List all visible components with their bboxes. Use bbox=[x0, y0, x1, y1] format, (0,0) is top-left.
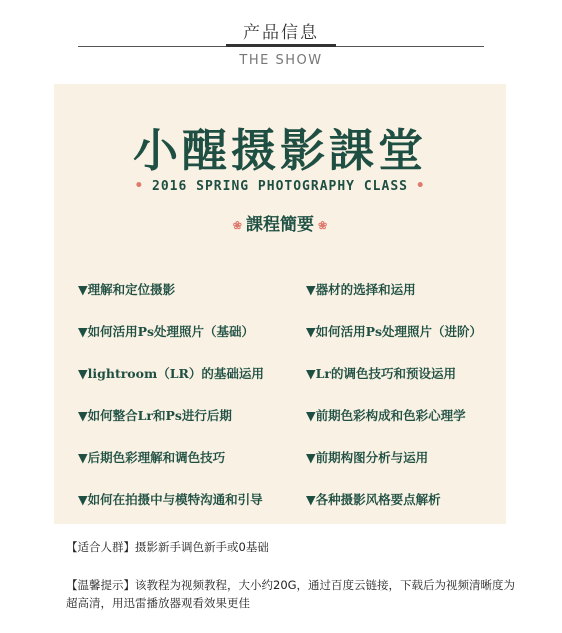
header-divider-accent bbox=[226, 44, 336, 47]
dot-icon: • bbox=[134, 178, 144, 194]
notice-text-line-1: 该教程为视频教程，大小约20G，通过百度云链接，下载后为视频清晰度为 bbox=[135, 578, 516, 592]
section-subtitle: THE SHOW bbox=[239, 53, 323, 68]
audience-text: 摄影新手调色新手或0基础 bbox=[135, 540, 269, 554]
flower-icon: ❀ bbox=[232, 219, 242, 232]
section-header bbox=[0, 0, 562, 80]
audience-tag: 【适合人群】 bbox=[66, 540, 135, 554]
course-item: ▼lightroom（LR）的基础运用 bbox=[78, 366, 264, 381]
course-item: ▼前期构图分析与运用 bbox=[306, 450, 429, 465]
course-item: ▼前期色彩构成和色彩心理学 bbox=[306, 408, 466, 423]
audience-info bbox=[66, 538, 536, 556]
notice-tag: 【温馨提示】 bbox=[66, 578, 135, 592]
course-item: ▼器材的选择和运用 bbox=[306, 282, 416, 297]
section-title: 产品信息 bbox=[243, 23, 319, 43]
notice-info bbox=[66, 576, 536, 612]
course-item: ▼各种摄影风格要点解析 bbox=[306, 492, 441, 507]
poster-title: 小醒摄影課堂 bbox=[132, 124, 427, 177]
course-item: ▼如何在拍摄中与模特沟通和引导 bbox=[78, 492, 263, 507]
class-line-text: 2016 SPRING PHOTOGRAPHY CLASS bbox=[152, 179, 408, 194]
course-poster bbox=[54, 84, 506, 524]
course-item: ▼如何活用Ps处理照片（进阶） bbox=[306, 324, 483, 339]
dot-icon: • bbox=[415, 178, 426, 194]
notice-text-line-2: 超高清，用迅雷播放器观看效果更佳 bbox=[66, 596, 250, 610]
poster-summary-heading bbox=[54, 210, 506, 235]
summary-label: 課程簡要 bbox=[246, 215, 314, 235]
course-item: ▼Lr的调色技巧和预设运用 bbox=[306, 366, 456, 381]
poster-class-line bbox=[54, 178, 506, 194]
course-item: ▼后期色彩理解和调色技巧 bbox=[78, 450, 226, 465]
course-item: ▼如何整合Lr和Ps进行后期 bbox=[78, 408, 232, 423]
course-item: ▼如何活用Ps处理照片（基础） bbox=[78, 324, 255, 339]
flower-icon: ❀ bbox=[318, 219, 328, 232]
course-item: ▼理解和定位摄影 bbox=[78, 282, 176, 297]
course-list bbox=[78, 280, 498, 510]
